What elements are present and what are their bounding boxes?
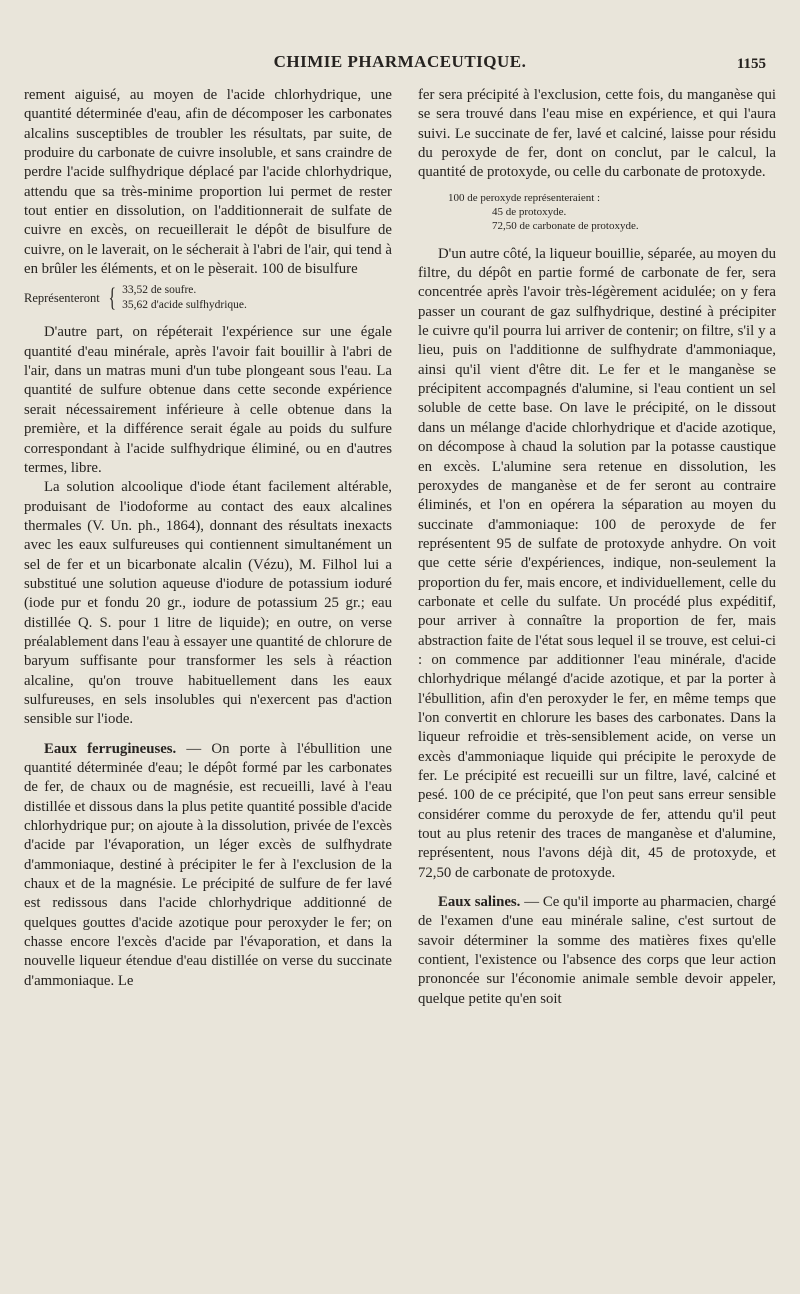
section-heading: Eaux salines.: [438, 894, 521, 911]
left-column: [24, 86, 392, 991]
section-text: — Ce qu'il importe au pharmacien, chargé de l'examen d'une eau minérale saline, c'est surtout de savoir déterminer la somme des matières fixes qu'elle contient, l'existence ou l'absence des corps que leur action prononcée sur l'économie animale semble devoir appeler, quelque petite qu'en soit: [418, 894, 776, 1007]
table-label: Représenteront: [24, 290, 100, 305]
paragraph: fer sera précipité à l'exclusion, cette fois, du manganèse qui se sera trouvé dans l'eau mise en expérience, et qui l'aura suivi. Le succinate de fer, lavé et calciné, laisse pour résidu du peroxyde de fer, dont on conclut, par le calcul, la quantité de protoxyde, ou celle du carbonate de protoxyde.: [418, 87, 776, 181]
table-line: 35,62 d'acide sulfhydrique.: [122, 299, 247, 312]
brace-glyph: {: [108, 283, 116, 313]
note-line: 45 de protoxyde.: [492, 205, 567, 218]
equivalence-note: [448, 191, 776, 233]
section-heading: Eaux ferrugineuses.: [44, 740, 177, 757]
table-lines: [122, 283, 247, 313]
spacer: [418, 883, 776, 893]
table-line: 33,52 de soufre.: [122, 284, 197, 297]
right-column: [418, 86, 776, 1009]
section-paragraph: [418, 893, 776, 1009]
running-title: CHIMIE PHARMACEUTIQUE.: [273, 52, 527, 71]
page-header: [0, 52, 800, 82]
section-paragraph: [24, 740, 392, 991]
section-text: — On porte à l'ébullition une quantité déterminée d'eau; le dépôt formé par les carbonates de fer, de chaux ou de magnésie, est recueilli, lavé à l'eau distillée et dissous dans la plus petite quantité possible d'acide chlorhydrique pur; on ajoute à la dissolution, privée de l'excès d'acide par l'évaporation, un léger excès de sulfhydrate d'ammoniaque, destiné à précipiter le fer à l'exclusion de la chaux et de la magnésie. Le précipité de sulfure de fer lavé est redissous dans l'acide chlorhydrique additionné de quelques gouttes d'acide azotique pour peroxyder le fer; on chasse encore l'excès d'acide par l'évaporation, et dans la nouvelle liqueur étendue d'eau distillée on verse du succinate d'ammoniaque. Le: [24, 740, 392, 989]
paragraph: D'un autre côté, la liqueur bouillie, séparée, au moyen du filtre, du dépôt en partie formé de carbonate de fer, sera concentrée après l'avoir très-légèrement acidulée; on y fera passer un courant de gaz sulfhydrique, destiné à précipiter le cuivre qu'il pourra lui arriver de contenir; on filtre, s'il y a lieu, puis on l'additionne de sulfhydrate d'ammoniaque, ainsi qu'il vient d'être dit. Le fer et le manganèse se précipitent accompagnés d'alumine, si l'eau contient un sel soluble de cette base. On lave le précipité, on le dissout dans un mélange d'acide chlorhydrique et d'acide azotique, on décompose à chaud la solution par la potasse caustique en excès. L'alumine sera retenue en dissolution, les peroxydes de manganèse et de fer seront au contraire éliminés, et l'on en opérera la séparation au moyen du succinate d'ammoniaque: 100 de peroxyde de fer représentent 95 de sulfate de protoxyde anhydre. On voit que cette série d'expériences, indique, non-seulement la proportion du fer, mais encore, et individuellement, celle du carbonate et celle du sulfate. Un procédé plus expéditif, pour arriver à connaître la proportion de fer, mais abstraction faite de l'état sous lequel il se trouve, est celui-ci : on commence par additionner l'eau minérale, d'acide chlorhydrique mélangé d'acide azotique, et par la porter à l'ébullition, afin d'en peroxyder le fer, en même temps que l'on convertit en chlorure les bases des carbonates. Dans la liqueur refroidie et très-sensiblement acide, on verse un excès d'ammoniaque liquide qui précipite le peroxyde de fer. Le précipité est recueilli sur un filtre, lavé, calciné et pesé. 100 de ce précipité, que l'on peut sans erreur sensible considérer comme du peroxyde de fer, attendu qu'il peut tout au plus retenir des traces de manganèse et d'alumine, représentent, nous l'avons déjà dit, 45 de protoxyde, et 72,50 de carbonate de protoxyde.: [418, 245, 776, 881]
paragraph: rement aiguisé, au moyen de l'acide chlorhydrique, une quantité déterminée d'eau, afin de décomposer les carbonates alcalins susceptibles de troubler les résultats, par suite, de produire du carbonate de cuivre insoluble, et sans craindre de perdre l'acide sulfhydrique déplacé par l'acide chlorhydrique, attendu que sa très-minime proportion lui permet de rester tout entier en dissolution, on l'additionnerait de sulfate de cuivre en excès, on recueillerait le dépôt de bisulfure de cuivre, on le laverait, on le sécherait à l'abri de l'air, qui tend à en brûler les éléments, et on le pèserait. 100 de bisulfure: [24, 87, 392, 278]
equivalence-table: [24, 283, 392, 313]
note-line: 72,50 de carbonate de protoxyde.: [492, 219, 639, 232]
paragraph: La solution alcoolique d'iode étant facilement altérable, produisant de l'iodoforme au contact des eaux alcalines thermales (V. Un. ph., 1864), donnant des résultats inexacts avec les eaux sulfureuses qui contiennent simultanément un sel de fer et un bicarbonate alcalin (Vézu), M. Filhol lui a substitué une solution aqueuse d'iodure de potassium ioduré (iode pur et fondu 20 gr., iodure de potassium 25 gr.; eau distillée Q. S. pour 1 litre de liquide); en outre, on verse préalablement dans l'eau à essayer une quantité de chlorure de baryum suffisante pour transformer les sels à réaction alcaline, qu'on trouve habituellement dans les eaux sulfureuses, en sels insolubles qui n'exercent pas d'action sensible sur l'iode.: [24, 479, 392, 728]
spacer: [24, 730, 392, 740]
page-number: 1155: [736, 56, 766, 72]
paragraph: D'autre part, on répéterait l'expérience sur une égale quantité d'eau minérale, après l'avoir fait bouillir à l'abri de l'air, dans un matras muni d'un tube plongeant sous l'eau. La quantité de sulfure obtenue dans cette seconde expérience serait nécessairement inférieure à celle obtenue dans la première, et la différence serait égale au poids du sulfure correspondant à l'acide sulfhydrique éliminé, ou en d'autres termes, libre.: [24, 324, 392, 476]
note-line: 100 de peroxyde représenteraient :: [448, 191, 601, 204]
